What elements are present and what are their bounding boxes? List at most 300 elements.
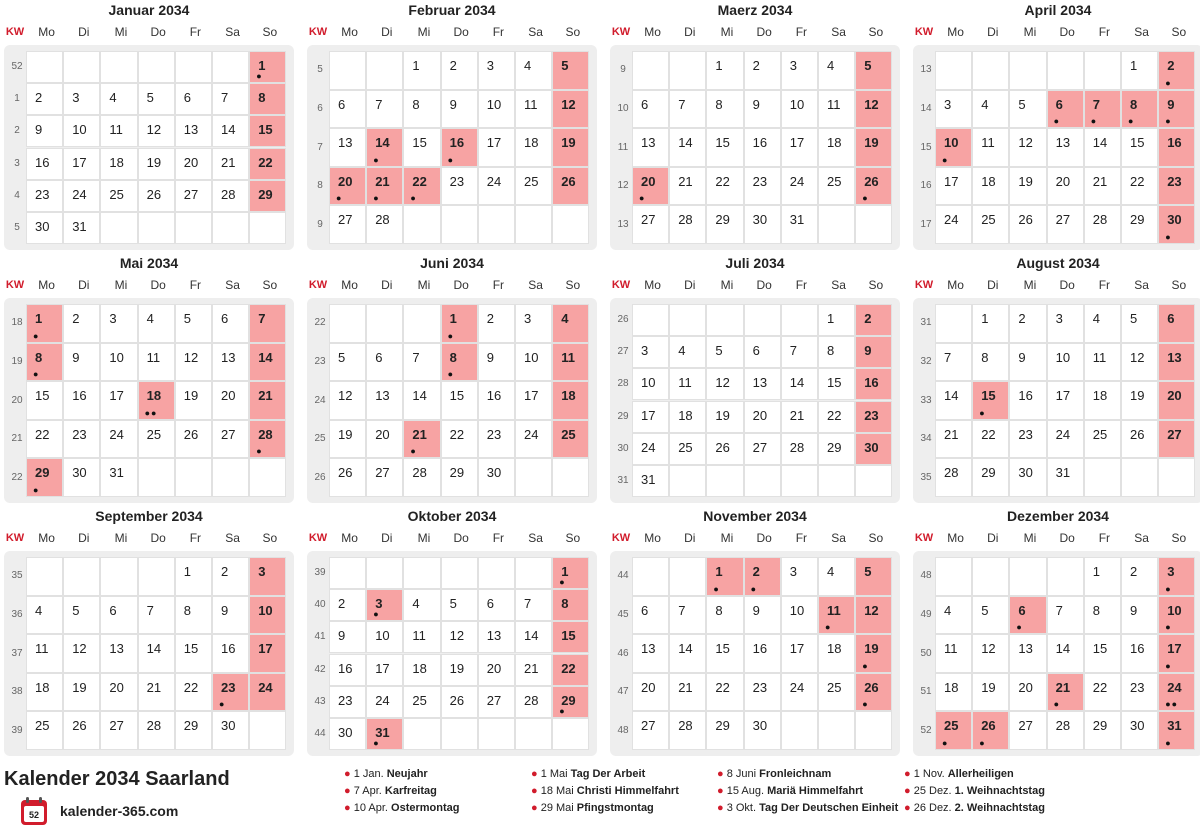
day-cell[interactable] [441,167,478,206]
day-cell[interactable] [744,205,781,244]
day-cell[interactable] [175,148,212,180]
day-cell[interactable] [1084,557,1121,596]
day-cell[interactable] [100,343,137,382]
day-cell[interactable] [632,336,669,368]
day-cell[interactable] [478,686,515,718]
day-cell[interactable] [818,336,855,368]
day-cell[interactable] [515,686,552,718]
day-cell[interactable] [972,205,1009,244]
day-cell[interactable] [855,128,892,167]
day-cell[interactable] [1084,634,1121,673]
day-cell[interactable] [441,128,478,167]
day-cell[interactable] [706,368,743,400]
day-cell[interactable] [1009,458,1046,497]
day-cell[interactable] [478,654,515,686]
day-cell[interactable] [249,148,286,180]
day-cell[interactable] [781,167,818,206]
day-cell[interactable] [403,621,440,653]
day-cell[interactable] [706,128,743,167]
day-cell[interactable] [669,433,706,465]
day-cell[interactable] [249,115,286,147]
day-cell[interactable] [403,128,440,167]
day-cell[interactable] [63,180,100,212]
day-cell[interactable] [329,589,366,621]
day-cell[interactable] [781,205,818,244]
day-cell[interactable] [63,711,100,750]
day-cell[interactable] [552,167,589,206]
day-cell[interactable] [26,596,63,635]
day-cell[interactable] [706,673,743,712]
day-cell[interactable] [706,336,743,368]
day-cell[interactable] [1047,90,1084,129]
day-cell[interactable] [855,167,892,206]
day-cell[interactable] [935,673,972,712]
day-cell[interactable] [781,368,818,400]
day-cell[interactable] [855,596,892,635]
day-cell[interactable] [706,433,743,465]
day-cell[interactable] [1047,343,1084,382]
day-cell[interactable] [744,634,781,673]
day-cell[interactable] [138,115,175,147]
day-cell[interactable] [1121,673,1158,712]
day-cell[interactable] [818,368,855,400]
day-cell[interactable] [669,368,706,400]
day-cell[interactable] [632,433,669,465]
day-cell[interactable] [1084,420,1121,459]
day-cell[interactable] [441,654,478,686]
day-cell[interactable] [403,654,440,686]
day-cell[interactable] [212,673,249,712]
day-cell[interactable] [63,115,100,147]
day-cell[interactable] [138,673,175,712]
day-cell[interactable] [212,83,249,115]
day-cell[interactable] [1158,673,1195,712]
day-cell[interactable] [366,686,403,718]
day-cell[interactable] [1009,167,1046,206]
day-cell[interactable] [935,381,972,420]
day-cell[interactable] [175,596,212,635]
day-cell[interactable] [1047,304,1084,343]
day-cell[interactable] [1121,128,1158,167]
day-cell[interactable] [1009,596,1046,635]
day-cell[interactable] [1047,596,1084,635]
day-cell[interactable] [26,634,63,673]
day-cell[interactable] [818,90,855,129]
day-cell[interactable] [249,180,286,212]
day-cell[interactable] [972,458,1009,497]
day-cell[interactable] [515,167,552,206]
day-cell[interactable] [781,90,818,129]
day-cell[interactable] [212,304,249,343]
day-cell[interactable] [1047,711,1084,750]
day-cell[interactable] [403,167,440,206]
day-cell[interactable] [552,557,589,589]
day-cell[interactable] [935,634,972,673]
day-cell[interactable] [972,167,1009,206]
day-cell[interactable] [1121,304,1158,343]
day-cell[interactable] [403,589,440,621]
day-cell[interactable] [100,420,137,459]
day-cell[interactable] [706,205,743,244]
day-cell[interactable] [855,673,892,712]
day-cell[interactable] [781,634,818,673]
day-cell[interactable] [935,90,972,129]
day-cell[interactable] [175,180,212,212]
day-cell[interactable] [1121,557,1158,596]
day-cell[interactable] [478,458,515,497]
day-cell[interactable] [441,304,478,343]
day-cell[interactable] [818,673,855,712]
day-cell[interactable] [63,343,100,382]
day-cell[interactable] [138,711,175,750]
day-cell[interactable] [1084,343,1121,382]
day-cell[interactable] [100,596,137,635]
day-cell[interactable] [552,304,589,343]
day-cell[interactable] [1084,128,1121,167]
day-cell[interactable] [515,51,552,90]
day-cell[interactable] [1009,205,1046,244]
day-cell[interactable] [212,148,249,180]
day-cell[interactable] [403,686,440,718]
day-cell[interactable] [706,167,743,206]
day-cell[interactable] [212,180,249,212]
day-cell[interactable] [1158,167,1195,206]
day-cell[interactable] [1009,420,1046,459]
day-cell[interactable] [138,381,175,420]
day-cell[interactable] [515,420,552,459]
day-cell[interactable] [329,458,366,497]
day-cell[interactable] [552,381,589,420]
day-cell[interactable] [744,433,781,465]
day-cell[interactable] [329,654,366,686]
day-cell[interactable] [1047,673,1084,712]
day-cell[interactable] [632,90,669,129]
day-cell[interactable] [1158,90,1195,129]
day-cell[interactable] [1121,343,1158,382]
day-cell[interactable] [1121,634,1158,673]
day-cell[interactable] [441,51,478,90]
day-cell[interactable] [1121,381,1158,420]
day-cell[interactable] [1158,596,1195,635]
day-cell[interactable] [1047,420,1084,459]
day-cell[interactable] [552,343,589,382]
day-cell[interactable] [26,212,63,244]
day-cell[interactable] [781,596,818,635]
day-cell[interactable] [515,128,552,167]
day-cell[interactable] [855,51,892,90]
day-cell[interactable] [249,557,286,596]
day-cell[interactable] [781,401,818,433]
day-cell[interactable] [1121,90,1158,129]
day-cell[interactable] [329,420,366,459]
day-cell[interactable] [329,128,366,167]
day-cell[interactable] [100,458,137,497]
site-link[interactable]: kalender-365.com [60,803,179,819]
day-cell[interactable] [1009,634,1046,673]
day-cell[interactable] [175,420,212,459]
day-cell[interactable] [706,51,743,90]
day-cell[interactable] [855,433,892,465]
day-cell[interactable] [138,420,175,459]
day-cell[interactable] [478,51,515,90]
day-cell[interactable] [1121,420,1158,459]
day-cell[interactable] [935,167,972,206]
day-cell[interactable] [366,381,403,420]
day-cell[interactable] [972,304,1009,343]
day-cell[interactable] [632,673,669,712]
day-cell[interactable] [441,589,478,621]
day-cell[interactable] [855,304,892,336]
day-cell[interactable] [441,420,478,459]
day-cell[interactable] [478,420,515,459]
day-cell[interactable] [1084,711,1121,750]
day-cell[interactable] [669,711,706,750]
day-cell[interactable] [1121,51,1158,90]
day-cell[interactable] [26,115,63,147]
day-cell[interactable] [706,634,743,673]
day-cell[interactable] [403,51,440,90]
day-cell[interactable] [632,596,669,635]
day-cell[interactable] [669,673,706,712]
day-cell[interactable] [100,304,137,343]
day-cell[interactable] [1009,673,1046,712]
day-cell[interactable] [329,686,366,718]
day-cell[interactable] [212,634,249,673]
day-cell[interactable] [100,634,137,673]
day-cell[interactable] [515,304,552,343]
day-cell[interactable] [1009,381,1046,420]
day-cell[interactable] [706,711,743,750]
day-cell[interactable] [26,180,63,212]
day-cell[interactable] [1121,596,1158,635]
day-cell[interactable] [100,115,137,147]
day-cell[interactable] [478,589,515,621]
day-cell[interactable] [63,673,100,712]
day-cell[interactable] [441,90,478,129]
day-cell[interactable] [138,148,175,180]
day-cell[interactable] [366,654,403,686]
day-cell[interactable] [669,205,706,244]
day-cell[interactable] [669,167,706,206]
day-cell[interactable] [632,167,669,206]
day-cell[interactable] [552,621,589,653]
day-cell[interactable] [632,401,669,433]
day-cell[interactable] [818,557,855,596]
day-cell[interactable] [1084,167,1121,206]
day-cell[interactable] [175,711,212,750]
day-cell[interactable] [478,90,515,129]
day-cell[interactable] [706,401,743,433]
day-cell[interactable] [669,596,706,635]
day-cell[interactable] [249,343,286,382]
day-cell[interactable] [552,420,589,459]
day-cell[interactable] [1009,128,1046,167]
day-cell[interactable] [138,304,175,343]
day-cell[interactable] [212,420,249,459]
day-cell[interactable] [1158,711,1195,750]
day-cell[interactable] [1158,205,1195,244]
day-cell[interactable] [249,381,286,420]
day-cell[interactable] [26,381,63,420]
day-cell[interactable] [515,589,552,621]
day-cell[interactable] [744,596,781,635]
day-cell[interactable] [632,465,669,497]
day-cell[interactable] [855,557,892,596]
day-cell[interactable] [972,90,1009,129]
day-cell[interactable] [100,180,137,212]
day-cell[interactable] [1158,304,1195,343]
day-cell[interactable] [1047,167,1084,206]
day-cell[interactable] [1009,343,1046,382]
day-cell[interactable] [366,128,403,167]
day-cell[interactable] [935,596,972,635]
day-cell[interactable] [744,336,781,368]
day-cell[interactable] [935,420,972,459]
day-cell[interactable] [212,711,249,750]
day-cell[interactable] [441,458,478,497]
day-cell[interactable] [100,381,137,420]
day-cell[interactable] [515,90,552,129]
day-cell[interactable] [403,420,440,459]
day-cell[interactable] [329,381,366,420]
day-cell[interactable] [1009,304,1046,343]
day-cell[interactable] [552,90,589,129]
day-cell[interactable] [1158,51,1195,90]
day-cell[interactable] [818,433,855,465]
day-cell[interactable] [706,557,743,596]
day-cell[interactable] [478,381,515,420]
day-cell[interactable] [26,83,63,115]
day-cell[interactable] [329,718,366,750]
day-cell[interactable] [366,718,403,750]
day-cell[interactable] [1047,381,1084,420]
day-cell[interactable] [403,90,440,129]
day-cell[interactable] [366,420,403,459]
day-cell[interactable] [249,634,286,673]
day-cell[interactable] [818,51,855,90]
day-cell[interactable] [478,167,515,206]
day-cell[interactable] [552,128,589,167]
day-cell[interactable] [63,634,100,673]
day-cell[interactable] [552,589,589,621]
day-cell[interactable] [175,83,212,115]
day-cell[interactable] [669,401,706,433]
day-cell[interactable] [935,343,972,382]
day-cell[interactable] [1158,420,1195,459]
day-cell[interactable] [818,634,855,673]
day-cell[interactable] [552,654,589,686]
day-cell[interactable] [478,128,515,167]
day-cell[interactable] [478,621,515,653]
day-cell[interactable] [26,420,63,459]
day-cell[interactable] [706,596,743,635]
day-cell[interactable] [175,557,212,596]
day-cell[interactable] [366,458,403,497]
day-cell[interactable] [632,711,669,750]
day-cell[interactable] [781,557,818,596]
day-cell[interactable] [855,368,892,400]
day-cell[interactable] [26,458,63,497]
day-cell[interactable] [1047,458,1084,497]
day-cell[interactable] [972,634,1009,673]
day-cell[interactable] [972,343,1009,382]
day-cell[interactable] [706,90,743,129]
day-cell[interactable] [329,167,366,206]
day-cell[interactable] [781,433,818,465]
day-cell[interactable] [100,83,137,115]
day-cell[interactable] [515,621,552,653]
day-cell[interactable] [669,128,706,167]
day-cell[interactable] [1084,205,1121,244]
day-cell[interactable] [552,51,589,90]
day-cell[interactable] [744,51,781,90]
day-cell[interactable] [441,621,478,653]
day-cell[interactable] [1158,128,1195,167]
day-cell[interactable] [403,381,440,420]
day-cell[interactable] [366,589,403,621]
day-cell[interactable] [63,420,100,459]
day-cell[interactable] [212,596,249,635]
day-cell[interactable] [972,596,1009,635]
day-cell[interactable] [249,673,286,712]
day-cell[interactable] [1084,90,1121,129]
day-cell[interactable] [329,90,366,129]
day-cell[interactable] [249,420,286,459]
day-cell[interactable] [744,401,781,433]
day-cell[interactable] [441,343,478,382]
day-cell[interactable] [744,90,781,129]
day-cell[interactable] [403,458,440,497]
day-cell[interactable] [366,90,403,129]
day-cell[interactable] [818,596,855,635]
day-cell[interactable] [552,686,589,718]
day-cell[interactable] [441,686,478,718]
day-cell[interactable] [478,343,515,382]
day-cell[interactable] [855,90,892,129]
day-cell[interactable] [138,180,175,212]
day-cell[interactable] [175,673,212,712]
day-cell[interactable] [366,621,403,653]
day-cell[interactable] [403,343,440,382]
day-cell[interactable] [249,304,286,343]
day-cell[interactable] [632,205,669,244]
day-cell[interactable] [781,673,818,712]
day-cell[interactable] [175,304,212,343]
day-cell[interactable] [818,401,855,433]
day-cell[interactable] [855,634,892,673]
day-cell[interactable] [1047,128,1084,167]
day-cell[interactable] [26,673,63,712]
day-cell[interactable] [818,304,855,336]
day-cell[interactable] [249,83,286,115]
day-cell[interactable] [63,83,100,115]
day-cell[interactable] [329,205,366,244]
day-cell[interactable] [632,368,669,400]
day-cell[interactable] [744,167,781,206]
day-cell[interactable] [212,381,249,420]
day-cell[interactable] [781,51,818,90]
day-cell[interactable] [972,673,1009,712]
day-cell[interactable] [249,596,286,635]
day-cell[interactable] [100,148,137,180]
day-cell[interactable] [63,304,100,343]
day-cell[interactable] [744,673,781,712]
day-cell[interactable] [744,711,781,750]
day-cell[interactable] [855,336,892,368]
day-cell[interactable] [329,621,366,653]
day-cell[interactable] [441,381,478,420]
day-cell[interactable] [329,343,366,382]
